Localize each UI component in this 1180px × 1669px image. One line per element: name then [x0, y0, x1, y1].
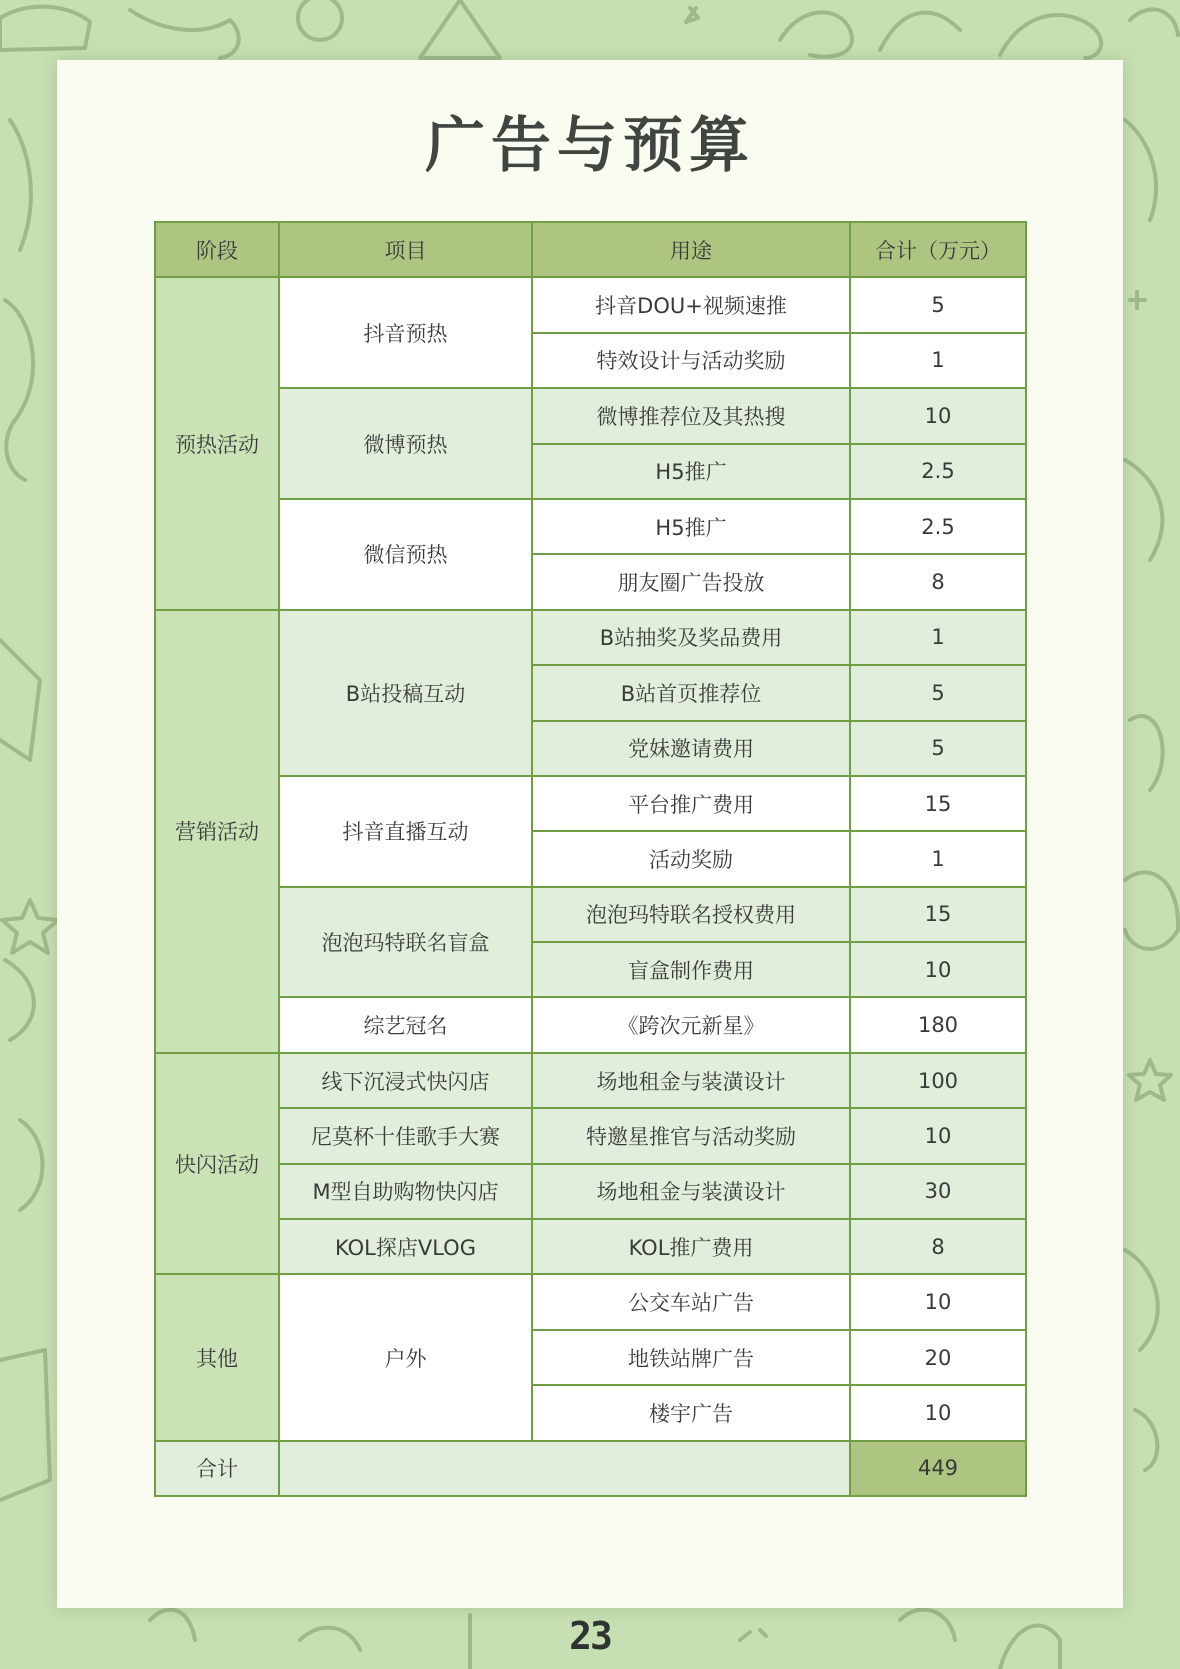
- use-cell: 楼宇广告: [532, 1385, 850, 1440]
- total-row: [155, 1441, 1026, 1496]
- use-cell: 朋友圈广告投放: [532, 554, 850, 609]
- use-cell: 泡泡玛特联名授权费用: [532, 887, 850, 942]
- use-cell: H5推广: [532, 499, 850, 554]
- table-row: [155, 610, 1026, 665]
- amount-cell: 100: [850, 1053, 1026, 1108]
- use-cell: 平台推广费用: [532, 776, 850, 831]
- amount-cell: 180: [850, 997, 1026, 1052]
- table-row: [155, 1108, 1026, 1163]
- page-title: 广告与预算: [425, 111, 755, 181]
- project-cell: 微信预热: [279, 499, 532, 610]
- use-cell: B站首页推荐位: [532, 665, 850, 720]
- table-row: [155, 1164, 1026, 1219]
- project-cell: 微博预热: [279, 388, 532, 499]
- table-row: [155, 277, 1026, 332]
- use-cell: H5推广: [532, 444, 850, 499]
- amount-cell: 8: [850, 1219, 1026, 1274]
- total-label: 合计: [155, 1441, 279, 1496]
- use-cell: 场地租金与装潢设计: [532, 1053, 850, 1108]
- project-cell: 尼莫杯十佳歌手大赛: [279, 1108, 532, 1163]
- amount-cell: 10: [850, 942, 1026, 997]
- amount-cell: 5: [850, 721, 1026, 776]
- project-cell: 户外: [279, 1274, 532, 1440]
- table-row: [155, 499, 1026, 554]
- project-cell: 抖音预热: [279, 277, 532, 388]
- amount-cell: 1: [850, 831, 1026, 886]
- amount-cell: 20: [850, 1330, 1026, 1385]
- use-cell: 微博推荐位及其热搜: [532, 388, 850, 443]
- project-cell: 抖音直播互动: [279, 776, 532, 887]
- use-cell: 特效设计与活动奖励: [532, 333, 850, 388]
- table-row: [155, 1274, 1026, 1329]
- use-cell: 活动奖励: [532, 831, 850, 886]
- table-row: [155, 887, 1026, 942]
- use-cell: 《跨次元新星》: [532, 997, 850, 1052]
- stage-cell: 其他: [155, 1274, 279, 1440]
- table-row: [155, 776, 1026, 831]
- use-cell: 场地租金与装潢设计: [532, 1164, 850, 1219]
- header-stage: 阶段: [155, 222, 279, 277]
- table-row: [155, 1219, 1026, 1274]
- use-cell: 公交车站广告: [532, 1274, 850, 1329]
- budget-table: [154, 221, 1027, 1497]
- amount-cell: 2.5: [850, 444, 1026, 499]
- amount-cell: 10: [850, 1108, 1026, 1163]
- total-spacer: [279, 1441, 850, 1496]
- total-value: 449: [850, 1441, 1026, 1496]
- table-row: [155, 997, 1026, 1052]
- project-cell: M型自助购物快闪店: [279, 1164, 532, 1219]
- amount-cell: 1: [850, 333, 1026, 388]
- amount-cell: 1: [850, 610, 1026, 665]
- stage-cell: 营销活动: [155, 610, 279, 1053]
- use-cell: 党妹邀请费用: [532, 721, 850, 776]
- header-amount: 合计（万元）: [850, 222, 1026, 277]
- table-header-row: [155, 222, 1026, 277]
- amount-cell: 15: [850, 887, 1026, 942]
- use-cell: KOL推广费用: [532, 1219, 850, 1274]
- use-cell: 特邀星推官与活动奖励: [532, 1108, 850, 1163]
- table-row: [155, 388, 1026, 443]
- amount-cell: 5: [850, 665, 1026, 720]
- page-number: 23: [569, 1614, 611, 1658]
- project-cell: 综艺冠名: [279, 997, 532, 1052]
- project-cell: 线下沉浸式快闪店: [279, 1053, 532, 1108]
- stage-cell: 预热活动: [155, 277, 279, 609]
- table-row: [155, 1053, 1026, 1108]
- project-cell: B站投稿互动: [279, 610, 532, 776]
- use-cell: B站抽奖及奖品费用: [532, 610, 850, 665]
- project-cell: 泡泡玛特联名盲盒: [279, 887, 532, 998]
- header-project: 项目: [279, 222, 532, 277]
- amount-cell: 5: [850, 277, 1026, 332]
- amount-cell: 30: [850, 1164, 1026, 1219]
- amount-cell: 10: [850, 388, 1026, 443]
- amount-cell: 8: [850, 554, 1026, 609]
- amount-cell: 10: [850, 1274, 1026, 1329]
- use-cell: 盲盒制作费用: [532, 942, 850, 997]
- header-use: 用途: [532, 222, 850, 277]
- use-cell: 抖音DOU+视频速推: [532, 277, 850, 332]
- amount-cell: 10: [850, 1385, 1026, 1440]
- amount-cell: 15: [850, 776, 1026, 831]
- stage-cell: 快闪活动: [155, 1053, 279, 1275]
- use-cell: 地铁站牌广告: [532, 1330, 850, 1385]
- project-cell: KOL探店VLOG: [279, 1219, 532, 1274]
- amount-cell: 2.5: [850, 499, 1026, 554]
